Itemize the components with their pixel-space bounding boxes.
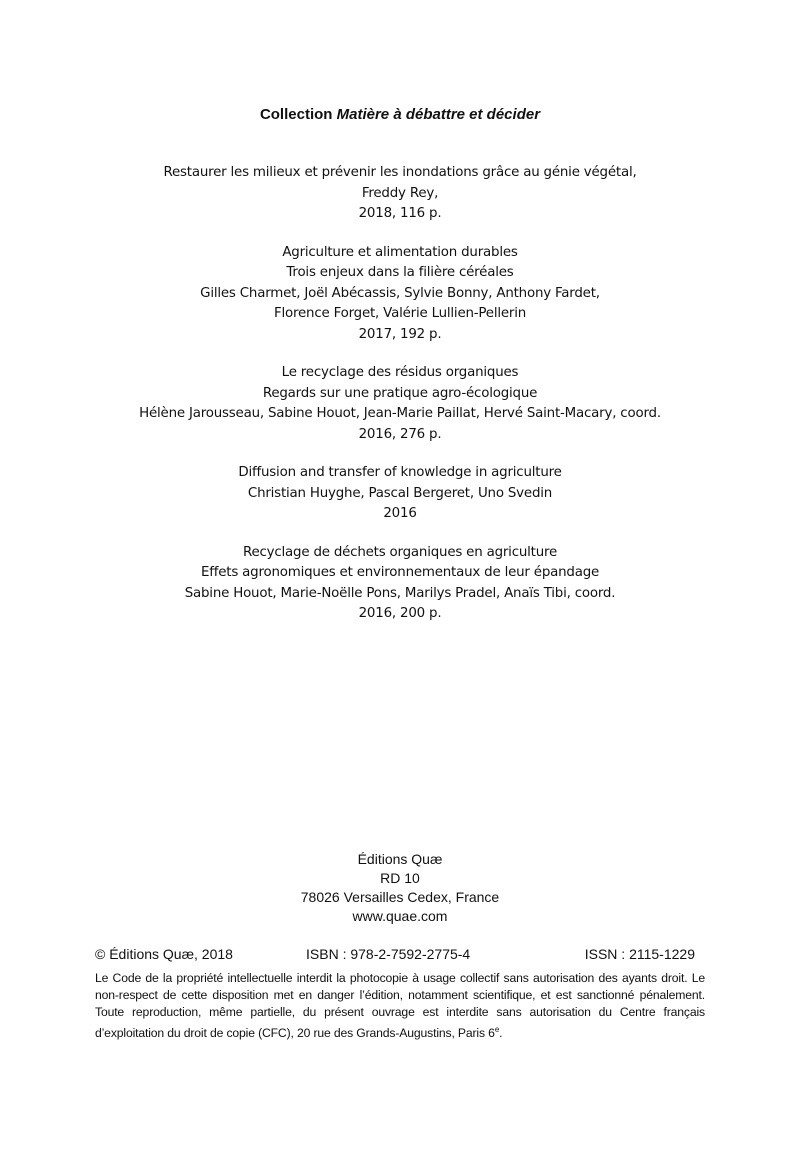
collection-title: Matière à débattre et décider — [336, 106, 541, 123]
publisher-name: Éditions Quæ — [357, 851, 443, 867]
book-subtitle: Regards sur une pratique agro-écologique — [262, 385, 538, 401]
book-authors: Hélène Jarousseau, Sabine Houot, Jean-Marie Paillat, Hervé Saint-Macary, coord. — [139, 406, 661, 421]
book-entry — [0, 463, 800, 525]
legal-text: Le Code de la propriété intellectuelle interdit la photocopie à usage collectif sans autorisation des ayants droit. Le non-respect de cette disposition met en danger l’édition, notamment scientifique, et est sanctionné pénalement. Toute reproduction, même partielle, du présent ouvrage est interdite sans autorisation du Centre français d’exploitation du droit de copie (CFC), 20 rue des Grands-Augustins, Paris 6 — [95, 971, 705, 1041]
book-year-pages: 2016, 276 p. — [358, 426, 442, 442]
copyright-notice: © Éditions Quæ, 2018 — [95, 946, 233, 962]
book-entry — [0, 363, 800, 445]
collection-prefix: Collection — [259, 106, 333, 123]
book-authors: Sabine Houot, Marie-Noëlle Pons, Marilys Pradel, Anaïs Tibi, coord. — [184, 585, 616, 601]
isbn: ISBN : 978-2-7592-2775-4 — [306, 946, 471, 962]
legal-superscript: e — [494, 1025, 500, 1034]
book-authors: Florence Forget, Valérie Lullien-Pellerin — [273, 306, 527, 321]
book-year-pages: 2018, 116 p. — [358, 206, 442, 221]
legal-end: . — [499, 1026, 503, 1041]
publisher-block — [0, 850, 800, 926]
book-year-pages: 2017, 192 p. — [358, 326, 442, 342]
book-year: 2016 — [383, 506, 417, 521]
book-subtitle: Trois enjeux dans la filière céréales — [286, 265, 514, 280]
book-list — [0, 163, 800, 643]
book-author: Freddy Rey, — [361, 185, 439, 201]
rights-row — [95, 946, 695, 966]
book-title: Agriculture et alimentation durables — [282, 244, 518, 260]
book-title: Recyclage de déchets organiques en agriculture — [242, 544, 558, 560]
book-authors: Christian Huyghe, Pascal Bergeret, Uno Svedin — [247, 485, 553, 501]
book-authors: Gilles Charmet, Joël Abécassis, Sylvie Bonny, Anthony Fardet, — [200, 285, 600, 301]
book-title: Restaurer les milieux et prévenir les inondations grâce au génie végétal, — [163, 165, 637, 180]
book-entry — [0, 543, 800, 625]
book-title: Diffusion and transfer of knowledge in agriculture — [238, 465, 562, 480]
legal-notice — [95, 970, 705, 1042]
book-entry — [0, 243, 800, 346]
publisher-address-line: 78026 Versailles Cedex, France — [300, 889, 500, 905]
book-title: Le recyclage des résidus organiques — [281, 365, 519, 380]
issn: ISSN : 2115-1229 — [584, 946, 695, 962]
publisher-website: www.quae.com — [352, 908, 448, 924]
collection-heading — [0, 106, 800, 123]
book-entry — [0, 163, 800, 225]
publisher-address-line: RD 10 — [380, 870, 420, 886]
book-subtitle: Effets agronomiques et environnementaux de leur épandage — [200, 565, 600, 580]
book-year-pages: 2016, 200 p. — [358, 606, 442, 621]
